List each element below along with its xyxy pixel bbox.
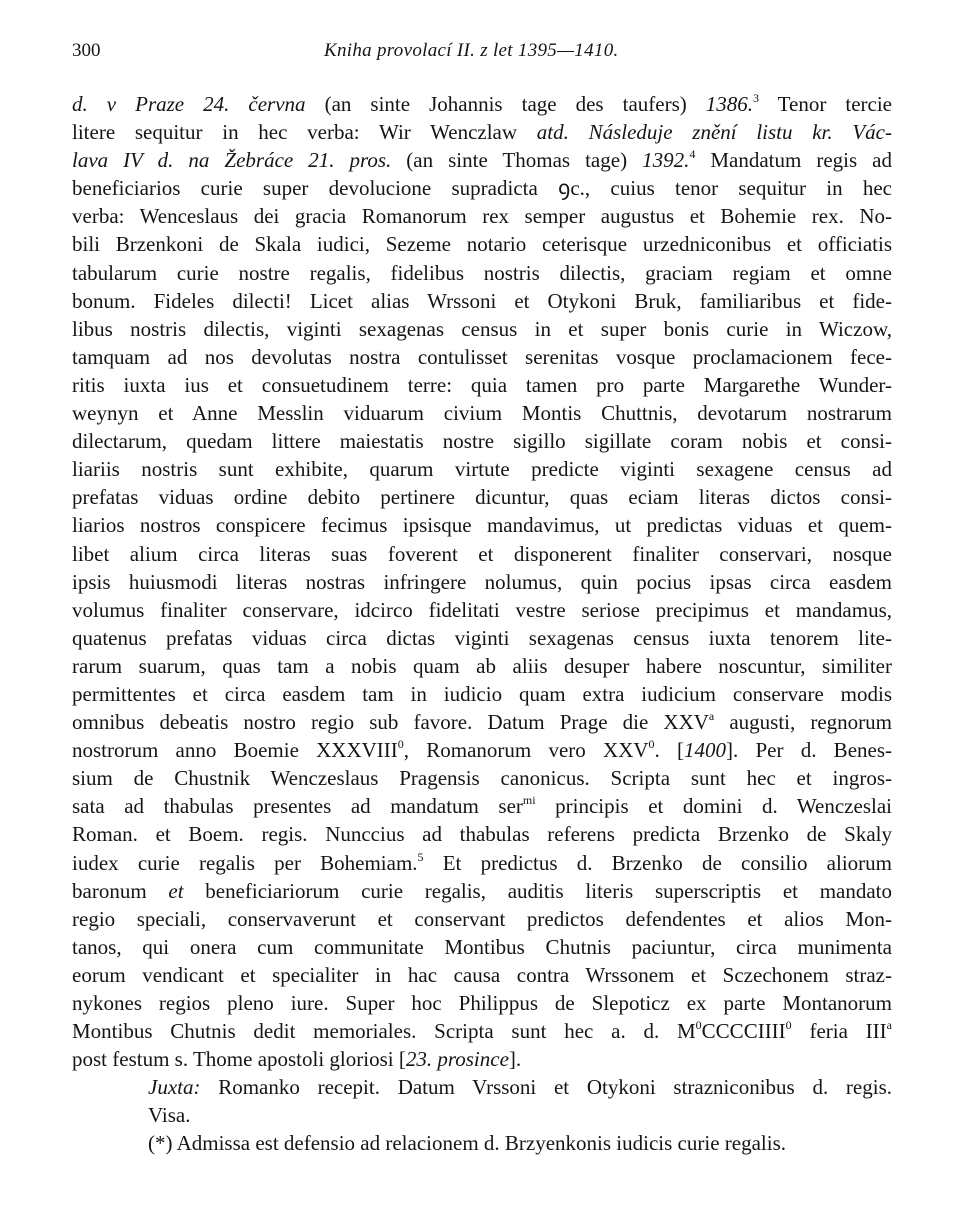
text-span: iudex curie regalis per Bohemiam. bbox=[72, 850, 418, 875]
text-line bbox=[72, 1101, 892, 1129]
text-span: ritis iuxta ius et consuetudinem terre: quia tamen pro parte Margarethe Wunder- bbox=[72, 372, 892, 397]
text-span: beneficiariorum curie regalis, auditis literis superscriptis et mandato bbox=[183, 878, 892, 903]
text-line bbox=[72, 174, 892, 202]
page-header bbox=[72, 40, 892, 66]
text-line bbox=[72, 399, 892, 427]
text-line bbox=[72, 989, 892, 1017]
text-line bbox=[72, 371, 892, 399]
text-span: beneficiarios curie super devolucione supradicta ꝯc., cuius tenor sequitur in hec bbox=[72, 176, 892, 201]
text-span: Montibus Chutnis dedit memoriales. Scripta sunt hec a. d. M bbox=[72, 1019, 696, 1044]
text-line bbox=[72, 540, 892, 568]
text-span: bili Brzenkoni de Skala iudici, Sezeme notario ceterisque urzedniconibus et officiatis bbox=[72, 232, 892, 257]
text-span: baronum bbox=[72, 878, 169, 903]
italic-text: 23. prosince bbox=[405, 1047, 509, 1072]
italic-text: 1400 bbox=[684, 738, 727, 763]
text-line bbox=[72, 792, 892, 820]
text-line bbox=[72, 568, 892, 596]
italic-text: et bbox=[168, 878, 184, 903]
text-line bbox=[72, 849, 892, 877]
text-line bbox=[72, 230, 892, 258]
text-line bbox=[72, 455, 892, 483]
text-span: tabularum curie nostre regalis, fidelibus nostris dilectis, graciam regiam et omne bbox=[72, 260, 892, 285]
text-line bbox=[72, 708, 892, 736]
italic-text: Juxta: bbox=[148, 1075, 201, 1100]
text-line bbox=[72, 118, 892, 146]
text-line bbox=[72, 961, 892, 989]
text-line bbox=[72, 511, 892, 539]
text-span: permittentes et circa easdem tam in iudicio quam extra iudicium conservare modis bbox=[72, 681, 892, 706]
text-span: CCCCIIII bbox=[701, 1019, 786, 1044]
text-span: sium de Chustnik Wenczeslaus Pragensis canonicus. Scripta sunt hec et ingros- bbox=[72, 766, 892, 791]
text-line bbox=[72, 764, 892, 792]
text-line bbox=[72, 652, 892, 680]
body-text bbox=[72, 90, 892, 1158]
text-line bbox=[72, 146, 892, 174]
text-span: tamquam ad nos devolutas nostra contulisset serenitas vosque proclamacionem fece- bbox=[72, 344, 892, 369]
text-span: omnibus debeatis nostro regio sub favore. Datum Prage die XXV bbox=[72, 710, 709, 735]
superscript: a bbox=[708, 709, 715, 724]
text-span: Visa. bbox=[148, 1103, 191, 1128]
text-span: dilectarum, quedam littere maiestatis nostre sigillo sigillate coram nobis et consi- bbox=[72, 429, 892, 454]
italic-text: lava IV d. na Žebráce 21. pros. bbox=[72, 148, 392, 173]
text-span: volumus finaliter conservare, idcirco fidelitati vestre seriose precipimus et mandamus, bbox=[72, 597, 892, 622]
text-line bbox=[72, 736, 892, 764]
text-span: weynyn et Anne Messlin viduarum civium Montis Chuttnis, devotarum nostrarum bbox=[72, 401, 892, 426]
text-span: (an sinte Johannis tage des taufers) bbox=[305, 92, 706, 116]
superscript: mi bbox=[522, 793, 536, 808]
superscript: 0 bbox=[648, 737, 655, 752]
text-line bbox=[72, 343, 892, 371]
text-span: litere sequitur in hec verba: Wir Wenczlaw bbox=[72, 120, 537, 145]
text-span: ]. Per d. Benes- bbox=[726, 738, 892, 763]
text-span: regio speciali, conservaverunt et conservant predictos defendentes et alios Mon- bbox=[72, 906, 892, 931]
text-line bbox=[72, 820, 892, 848]
superscript: 0 bbox=[785, 1018, 792, 1033]
text-line bbox=[72, 877, 892, 905]
text-span: (an sinte Thomas tage) bbox=[391, 148, 643, 173]
text-span: Romanko recepit. Datum Vrssoni et Otykoni strazniconibus d. regis. bbox=[200, 1075, 892, 1100]
superscript: 4 bbox=[689, 147, 696, 162]
text-span: , Romanorum vero XXV bbox=[403, 738, 649, 763]
text-line bbox=[72, 596, 892, 624]
superscript: 0 bbox=[397, 737, 404, 752]
text-span: sata ad thabulas presentes ad mandatum ser bbox=[72, 794, 523, 819]
text-line bbox=[72, 315, 892, 343]
text-line bbox=[72, 202, 892, 230]
text-line bbox=[72, 680, 892, 708]
text-span: libus nostris dilectis, viginti sexagenas census in et super bonis curie in Wiczow, bbox=[72, 316, 892, 341]
text-span: nostrorum anno Boemie XXXVIII bbox=[72, 738, 398, 763]
text-line bbox=[72, 1017, 892, 1045]
text-line bbox=[72, 933, 892, 961]
text-span: Mandatum regis ad bbox=[695, 148, 892, 173]
text-span: bonum. Fideles dilecti! Licet alias Wrssoni et Otykoni Bruk, familiaribus et fide- bbox=[72, 288, 892, 313]
text-line bbox=[72, 287, 892, 315]
italic-text: atd. Následuje znění listu kr. Vác- bbox=[536, 120, 893, 145]
text-span: liariis nostris sunt exhibite, quarum virtute predicte viginti sexagene census ad bbox=[72, 457, 892, 482]
text-line bbox=[72, 1045, 892, 1073]
superscript: 5 bbox=[417, 849, 424, 864]
text-line bbox=[72, 1129, 892, 1157]
text-span: (*) Admissa est defensio ad relacionem d. Brzyenkonis iudicis curie regalis. bbox=[148, 1131, 786, 1156]
text-span: Roman. et Boem. regis. Nunccius ad thabulas referens predicta Brzenko de Skaly bbox=[72, 822, 892, 847]
text-span: feria III bbox=[791, 1019, 887, 1044]
text-span: post festum s. Thome apostoli gloriosi [ bbox=[72, 1047, 406, 1072]
running-title: Kniha provolací II. z let 1395—1410. bbox=[324, 40, 619, 61]
text-span: eorum vendicant et specialiter in hac causa contra Wrssonem et Sczechonem straz- bbox=[72, 962, 892, 987]
text-span: . [ bbox=[654, 738, 685, 763]
text-span: Tenor tercie bbox=[759, 92, 892, 116]
italic-text: 1392. bbox=[642, 148, 690, 173]
text-span: ipsis huiusmodi literas nostras infringere nolumus, quin pocius ipsas circa easdem bbox=[72, 569, 892, 594]
text-line bbox=[72, 259, 892, 287]
text-line bbox=[72, 90, 892, 118]
text-span: augusti, regnorum bbox=[714, 710, 892, 735]
text-line bbox=[72, 483, 892, 511]
text-span: libet alium circa literas suas foverent et disponerent finaliter conservari, nosque bbox=[72, 541, 892, 566]
text-span: prefatas viduas ordine debito pertinere dicuntur, quas eciam literas dictos consi- bbox=[72, 485, 892, 510]
text-span: ]. bbox=[508, 1047, 522, 1072]
text-line bbox=[72, 1073, 892, 1101]
text-span: tanos, qui onera cum communitate Montibus Chutnis paciuntur, circa munimenta bbox=[72, 934, 892, 959]
text-span: liarios nostros conspicere fecimus ipsisque mandavimus, ut predictas viduas et quem- bbox=[72, 513, 892, 538]
text-span: rarum suarum, quas tam a nobis quam ab aliis desuper habere noscuntur, similiter bbox=[72, 653, 892, 678]
text-line bbox=[72, 624, 892, 652]
page-number: 300 bbox=[72, 40, 101, 61]
italic-text: 1386. bbox=[705, 92, 754, 116]
text-span: quatenus prefatas viduas circa dictas viginti sexagenas census iuxta tenorem lite- bbox=[72, 625, 892, 650]
text-span: Et predictus d. Brzenko de consilio aliorum bbox=[423, 850, 892, 875]
text-line bbox=[72, 427, 892, 455]
text-line bbox=[72, 905, 892, 933]
italic-text: d. v Praze 24. června bbox=[72, 92, 306, 116]
superscript: a bbox=[886, 1018, 892, 1033]
text-span: principis et domini d. Wenczeslai bbox=[535, 794, 892, 819]
text-span: nykones regios pleno iure. Super hoc Philippus de Slepoticz ex parte Montanorum bbox=[72, 991, 892, 1015]
superscript: 0 bbox=[695, 1018, 702, 1033]
text-span: verba: Wenceslaus dei gracia Romanorum rex semper augustus et Bohemie rex. No- bbox=[72, 204, 892, 229]
superscript: 3 bbox=[753, 91, 760, 105]
